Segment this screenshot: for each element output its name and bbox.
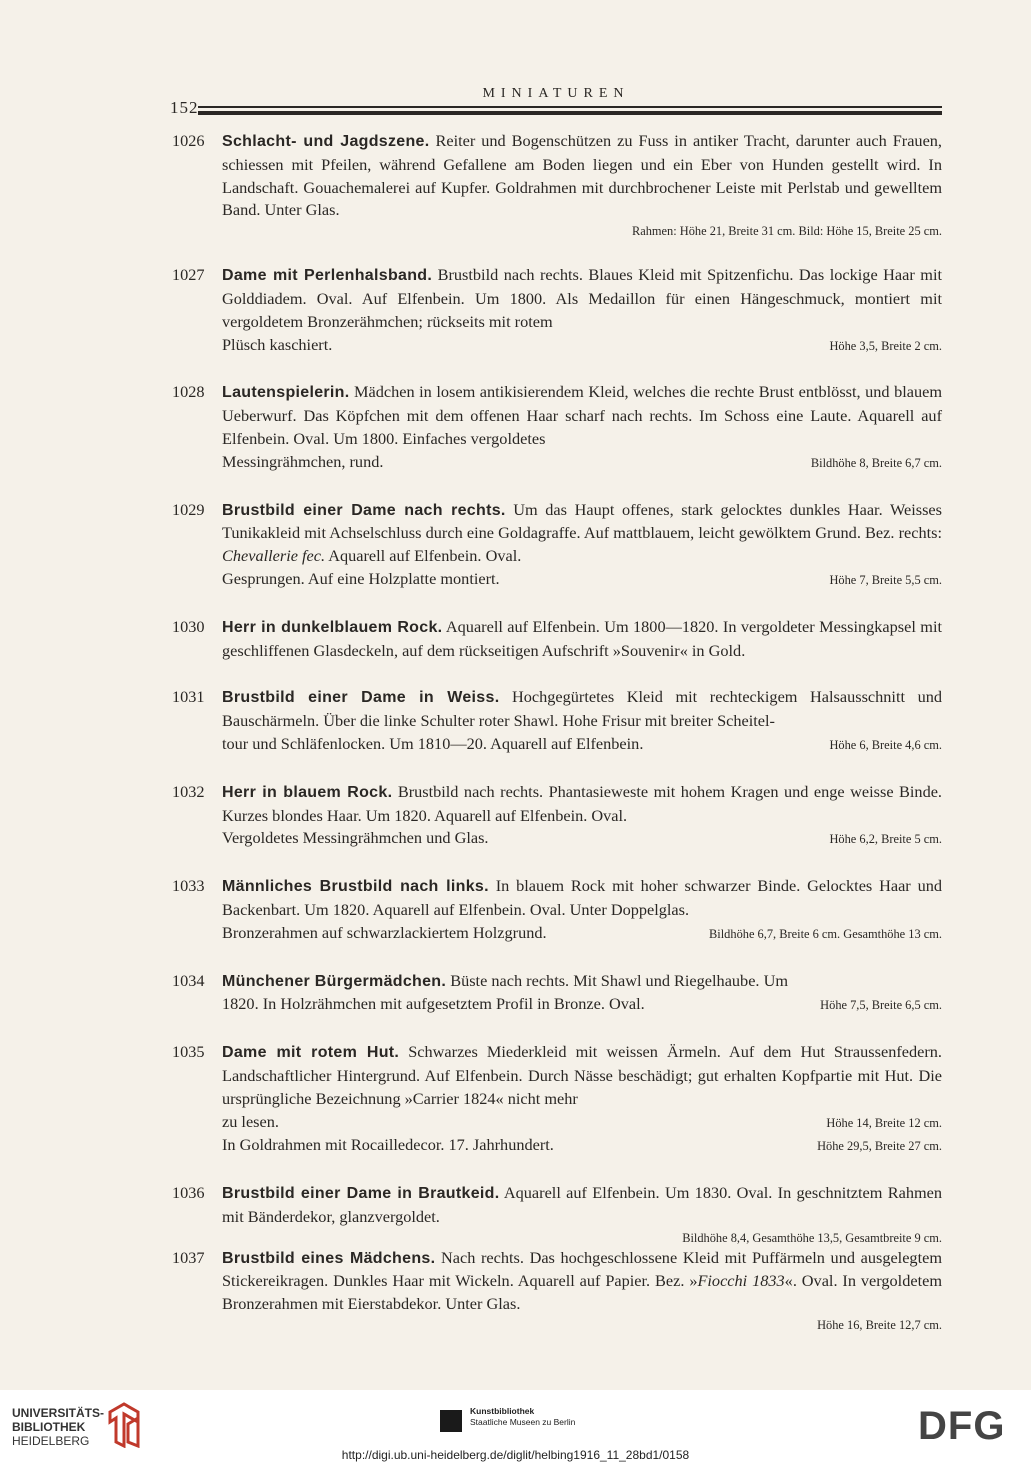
entry-title: Herr in blauem Rock.	[222, 783, 393, 801]
running-title: MINIATUREN	[482, 86, 630, 101]
header-rule-thick	[198, 111, 942, 115]
entry-text-continued: «. Oval. In vergoldetem Bronzerahmen mit Eierstabdekor. Unter Glas.	[222, 1271, 942, 1314]
entry-number: 1028	[172, 382, 205, 402]
catalogue-entry	[172, 499, 942, 592]
catalogue-entry	[172, 1041, 942, 1158]
entry-text: Büste nach rechts. Mit Shawl und Riegelhaube. Um	[450, 970, 788, 990]
entry-text: Hochgegürtetes Kleid mit rechteckigem Halsausschnitt und Bauschärmeln. Über die linke Schulter roter Shawl. Hohe Frisur mit breiter Scheitel-	[222, 687, 942, 731]
entry-title: Brustbild einer Dame in Weiss.	[222, 689, 500, 707]
entry-title: Dame mit Perlenhalsband.	[222, 267, 433, 285]
entry-text: Reiter und Bogenschützen zu Fuss in antiker Tracht, darunter auch Frauen, schiessen mit Pfeilen, während Gefallene am Boden liegen und ein Eber von Hunden gestellt wird. In Landschaft. Gouachemalerei auf Kupfer. Goldrahmen mit durchbrochener Leiste mit Perlstab und gewelltem Band. Unter Glas.	[222, 131, 943, 220]
entry-frame-measurements: Höhe 29,5, Breite 27 cm.	[817, 1139, 942, 1154]
entry-last-line: Messingrähmchen, rund.	[222, 451, 384, 471]
entry-measurements: Höhe 7,5, Breite 6,5 cm.	[820, 998, 942, 1013]
catalogue-entry	[172, 781, 942, 851]
entry-number: 1032	[172, 781, 205, 801]
entry-text: Nach rechts. Das hochgeschlossene Kleid mit Puffärmeln und ausgelegtem Stickereikragen. Dunkles Haar mit Wickeln. Aquarell auf Papier. Bez. »	[222, 1247, 942, 1291]
entry-text: Mädchen in losem antikisierendem Kleid, welches die rechte Brust entblösst, und blauem Ueberwurf. Das Köpfchen mit dem offenen Haar scharf nach rechts. Im Schoss eine Laute. Aquarell auf Elfenbein. Oval. Um 1800. Einfaches vergoldetes	[222, 382, 942, 448]
entry-number: 1037	[172, 1247, 205, 1267]
entry-number: 1036	[172, 1183, 205, 1203]
entry-measurements: Höhe 6,2, Breite 5 cm.	[829, 832, 942, 847]
page-number: 152	[170, 98, 199, 117]
entry-last-line: Plüsch kaschiert.	[222, 334, 333, 354]
entry-text-continued: Aquarell auf Elfenbein. Oval.	[328, 546, 522, 566]
entry-number: 1029	[172, 499, 205, 519]
entry-title: Brustbild einer Dame in Brautkeid.	[222, 1185, 500, 1203]
catalogue-entry	[172, 875, 942, 945]
entry-title: Herr in dunkelblauem Rock.	[222, 618, 443, 636]
entry-frame-line: In Goldrahmen mit Rocailledecor. 17. Jahrhundert.	[222, 1135, 554, 1155]
entry-text: Um das Haupt offenes, stark gelocktes dunkles Haar. Weisses Tunikakleid mit Achselschluss durch eine Goldagraffe. Auf mattblauem, leicht gewölktem Grund. Bez. rechts:	[222, 499, 942, 543]
entry-measurements: Höhe 6, Breite 4,6 cm.	[829, 737, 942, 752]
entry-text: Aquarell auf Elfenbein. Um 1830. Oval. In geschnitztem Rahmen mit Bänderdekor, glanzvergoldet.	[222, 1183, 943, 1226]
entry-title: Männliches Brustbild nach links.	[222, 878, 489, 896]
entry-title: Brustbild einer Dame nach rechts.	[222, 501, 506, 519]
entry-title: Schlacht- und Jagdszene.	[222, 133, 430, 150]
permalink-url[interactable]: http://digi.ub.uni-heidelberg.de/diglit/helbing1916_11_28bd1/0158	[341, 1448, 690, 1462]
entry-measurements: Höhe 3,5, Breite 2 cm.	[829, 338, 942, 353]
catalogue-entry	[172, 1182, 942, 1247]
entry-measurements: Rahmen: Höhe 21, Breite 31 cm. Bild: Höhe 15, Breite 25 cm.	[631, 224, 942, 239]
page-header	[170, 86, 942, 116]
entry-number: 1034	[172, 970, 205, 990]
entry-number: 1026	[172, 131, 205, 150]
catalogue-entry	[172, 686, 942, 756]
entry-number: 1035	[172, 1042, 205, 1062]
entry-number: 1033	[172, 876, 205, 896]
ub-heidelberg-logo-icon	[106, 1402, 142, 1448]
entry-measurements: Bildhöhe 8,4, Gesamthöhe 13,5, Gesamtbreite 9 cm.	[682, 1230, 942, 1245]
entry-measurements: Höhe 16, Breite 12,7 cm.	[817, 1318, 942, 1333]
entry-measurements: Höhe 14, Breite 12 cm.	[826, 1115, 942, 1130]
entry-number: 1031	[172, 687, 205, 707]
entry-text: Schwarzes Miederkleid mit weissen Ärmeln. Auf dem Hut Straussenfedern. Landschaftlicher Hintergrund. Auf Elfenbein. Durch Nässe beschädigt; gut erhalten Kopfpartie mit Hut. Die ursprüngliche Bezeichnung »Carrier 1824« nicht mehr	[222, 1042, 942, 1108]
catalogue-entry	[172, 616, 942, 663]
catalogue-entry	[172, 130, 942, 240]
entry-title: Lautenspielerin.	[222, 384, 350, 402]
header-rule-thin	[198, 106, 942, 108]
entry-text: Aquarell auf Elfenbein. Um 1800—1820. In vergoldeter Messingkapsel mit geschliffenen Glasdeckeln, auf dem rückseitigen Aufschrift »Souvenir« in Gold.	[222, 616, 942, 660]
entry-last-line: Bronzerahmen auf schwarzlackiertem Holzgrund.	[222, 922, 547, 942]
catalogue-entries	[172, 130, 942, 1334]
entry-last-line: zu lesen.	[222, 1111, 279, 1131]
entry-title: Brustbild eines Mädchens.	[222, 1249, 436, 1267]
entry-text: Brustbild nach rechts. Blaues Kleid mit Spitzenfichu. Das lockige Haar mit Golddiadem. Oval. Auf Elfenbein. Um 1800. Als Medaillon für einen Hängeschmuck, montiert mit vergoldetem Bronzerähmchen; rückseits mit rotem	[222, 265, 942, 331]
catalogue-entry	[172, 381, 942, 474]
entry-text: Brustbild nach rechts. Phantasieweste mit hohem Kragen und enge weisse Binde. Kurzes blondes Haar. Um 1820. Aquarell auf Elfenbein. Oval.	[222, 781, 943, 825]
entry-title: Münchener Bürgermädchen.	[222, 972, 447, 990]
viewer-footer	[0, 1390, 1031, 1468]
entry-last-line: Vergoldetes Messingrähmchen und Glas.	[222, 828, 489, 848]
catalogue-entry	[172, 1247, 942, 1334]
entry-measurements: Bildhöhe 6,7, Breite 6 cm. Gesamthöhe 13 cm.	[709, 926, 942, 941]
entry-title: Dame mit rotem Hut.	[222, 1044, 400, 1062]
entry-last-line: tour und Schläfenlocken. Um 1810—20. Aquarell auf Elfenbein.	[222, 733, 644, 753]
entry-inscription: Fiocchi 1833	[697, 1271, 785, 1291]
kunstbibliothek-logo-text: Kunstbibliothek Staatliche Museen zu Berlin	[470, 1406, 576, 1427]
ub-heidelberg-logo-text: UNIVERSITÄTS- BIBLIOTHEK HEIDELBERG	[12, 1406, 105, 1448]
entry-last-line: Gesprungen. Auf eine Holzplatte montiert.	[222, 568, 500, 588]
catalogue-entry	[172, 264, 942, 357]
entry-number: 1030	[172, 616, 205, 636]
entry-text: In blauem Rock mit hoher schwarzer Binde. Gelocktes Haar und Backenbart. Um 1820. Aquarell auf Elfenbein. Oval. Unter Doppelglas.	[222, 876, 942, 919]
entry-last-line: 1820. In Holzrähmchen mit aufgesetztem Profil in Bronze. Oval.	[222, 994, 645, 1014]
kunstbibliothek-logo-icon	[440, 1410, 462, 1432]
entry-measurements: Bildhöhe 8, Breite 6,7 cm.	[810, 455, 942, 470]
entry-measurements: Höhe 7, Breite 5,5 cm.	[829, 572, 942, 587]
catalogue-entry	[172, 970, 942, 1018]
entry-inscription: Chevallerie fec.	[222, 546, 326, 566]
entry-number: 1027	[172, 265, 205, 285]
dfg-logo: DFG	[918, 1404, 1006, 1448]
